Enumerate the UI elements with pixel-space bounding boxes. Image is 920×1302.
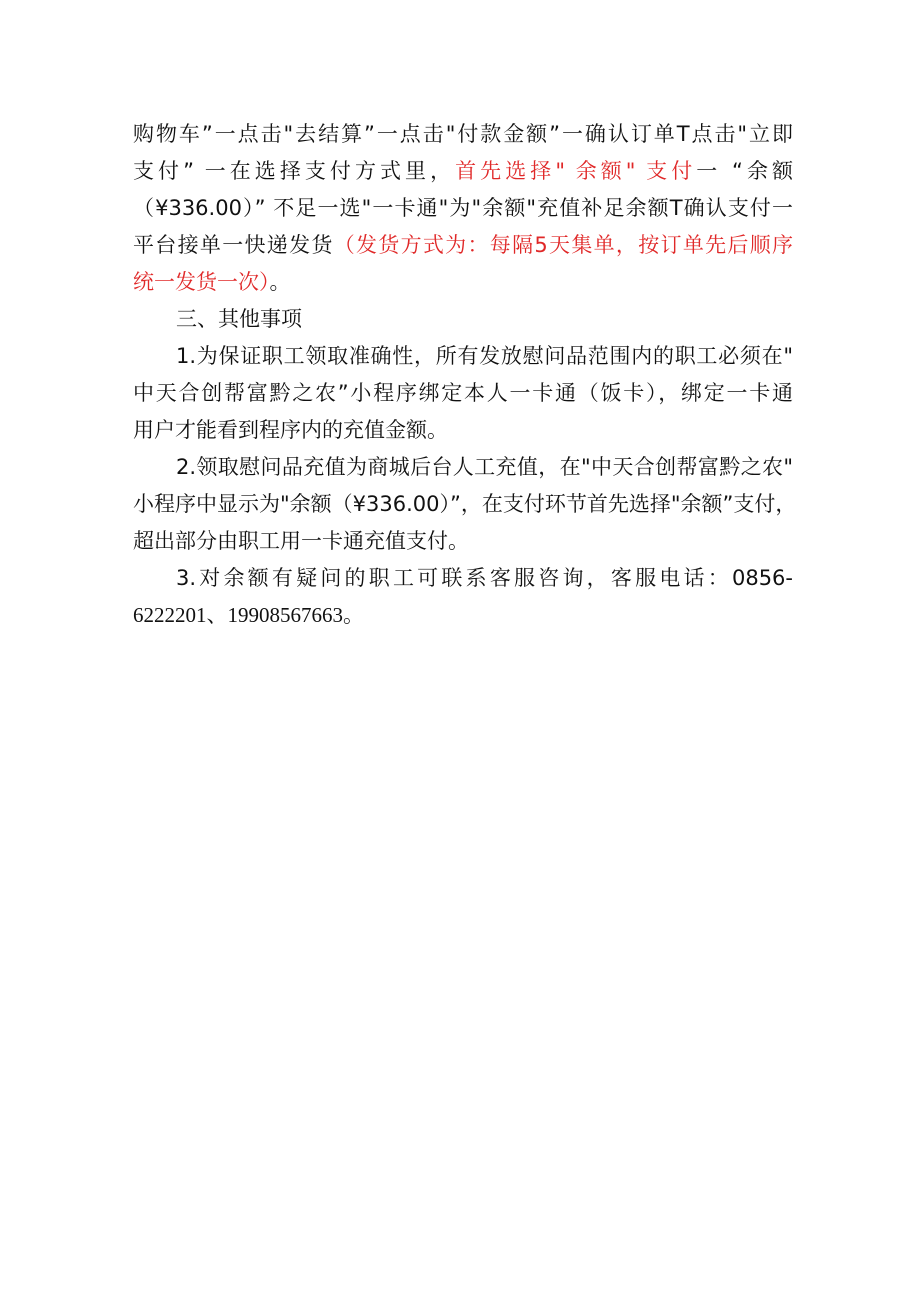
- text-run: 一 “余额: [696, 159, 793, 183]
- text-run: 2.领取慰问品充值为商城后台人工充值，在"中天合创帮富黔之农": [176, 455, 793, 479]
- item-2-line-1: [133, 449, 793, 486]
- paragraph-line-2: [133, 153, 793, 190]
- paragraph-line-1: [133, 116, 793, 153]
- text-run: 中天合创帮富黔之农”小程序绑定本人一卡通（饭卡），绑定一卡通: [133, 381, 793, 405]
- section-heading-text: 三、其他事项: [176, 307, 302, 331]
- highlight-text-shipping-method: （发货方式为：每隔5天集单，按订单先后顺序: [333, 233, 794, 257]
- highlight-text-balance-first: 首先选择" 余额" 支付: [455, 159, 697, 183]
- text-run: 小程序中显示为"余额（¥336.00）”，在支付环节首先选择"余额”支付，: [133, 492, 797, 516]
- item-1-line-2: [133, 375, 793, 412]
- section-heading-other-matters: [133, 301, 793, 338]
- document-body: [133, 116, 797, 634]
- paragraph-line-3: [133, 190, 793, 227]
- text-run: 。: [269, 270, 291, 294]
- item-1-line-3: [133, 412, 793, 449]
- paragraph-line-4: [133, 227, 793, 264]
- highlight-text-shipping-once: 统一发货一次）: [133, 270, 270, 294]
- text-run: （¥336.00）” 不足一选"一卡通"为"余额"充值补足余额T确认支付一: [133, 196, 793, 220]
- text-run: 3.对余额有疑问的职工可联系客服咨询，客服电话：0856-: [176, 566, 793, 590]
- item-1-line-1: [133, 338, 793, 375]
- text-run: 超出部分由职工用一卡通充值支付。: [133, 529, 469, 553]
- text-run: 购物车”一点击"去结算”一点击"付款金额”一确认订单T点击"立即: [133, 122, 793, 146]
- text-run: 用户才能看到程序内的充值金额。: [133, 418, 448, 442]
- text-run: 1.为保证职工领取准确性，所有发放慰问品范围内的职工必须在": [176, 344, 793, 368]
- item-2-line-3: [133, 523, 793, 560]
- item-3-line-1: [133, 560, 793, 597]
- item-3-line-2: [133, 597, 793, 634]
- customer-service-phone-numbers: 6222201、19908567663。: [133, 603, 364, 627]
- text-run: 平台接单一快递发货: [133, 233, 334, 257]
- text-run: 支付” 一在选择支付方式里，: [133, 159, 456, 183]
- paragraph-line-5: [133, 264, 793, 301]
- item-2-line-2: [133, 486, 797, 523]
